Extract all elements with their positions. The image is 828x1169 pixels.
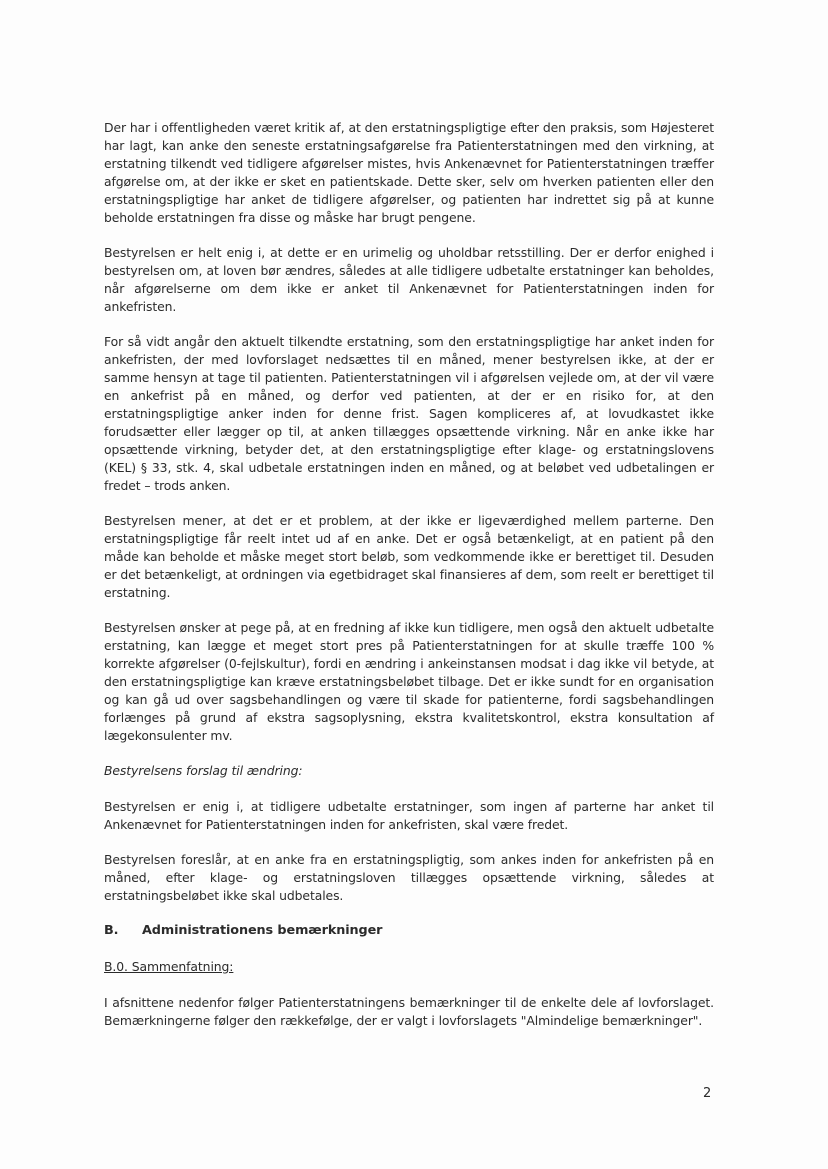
proposal-heading: Bestyrelsens forslag til ændring: (104, 763, 303, 778)
page-number: 2 (703, 1086, 712, 1101)
document-body (104, 119, 714, 1047)
paragraph-proposal-suggest: Bestyrelsen foreslår, at en anke fra en erstatningspligtig, som ankes inden for ankefristen på en måned, efter klage- og erstatningsloven tillægges opsættende virkning, således at erstatningsbeløbet ikke skal udbetales. (104, 852, 714, 903)
section-title: Administrationens bemærkninger (142, 923, 383, 938)
paragraph-equality-problem: Bestyrelsen mener, at det er et problem, at der ikke er ligeværdighed mellem parterne. Den erstatningspligtige får reelt intet ud af en anke. Det er også betænkeligt, at en patient på den måde kan beholde et måske meget stort beløb, som vedkommende ikke er berettiget til. Desuden er det betænkeligt, at ordningen via egetbidraget skal finansieres af dem, som reelt er berettiget til erstatning. (104, 513, 714, 600)
paragraph-summary: I afsnittene nedenfor følger Patienterstatningens bemærkninger til de enkelte dele af lovforslaget. Bemærkningerne følger den rækkefølge, der er valgt i lovforslagets "Almindelige bemærkninger". (104, 995, 714, 1028)
paragraph-criticism: Der har i offentligheden været kritik af, at den erstatningspligtige efter den praksis, som Højesteret har lagt, kan anke den seneste erstatningsafgørelse fra Patienterstatningen med den virkning, at erstatning tilkendt ved tidligere afgørelser mistes, hvis Ankenævnet for Patienterstatningen træffer afgørelse om, at der ikke er sket en patientskade. Dette sker, selv om hverken patienten eller den erstatningspligtige har anket de tidligere afgørelser, og patienten har indrettet sig på at kunne beholde erstatningen fra disse og måske har brugt pengene. (104, 120, 714, 225)
summary-subheading: B.0. Sammenfatning: (104, 959, 234, 974)
paragraph-proposal-agree: Bestyrelsen er enig i, at tidligere udbetalte erstatninger, som ingen af parterne har anket til Ankenævnet for Patienterstatningen inden for ankefristen, skal være fredet. (104, 799, 714, 832)
paragraph-appeal-deadline: For så vidt angår den aktuelt tilkendte erstatning, som den erstatningspligtige har anket inden for ankefristen, der med lovforslaget nedsættes til en måned, mener bestyrelsen ikke, at der er samme hensyn at tage til patienten. Patienterstatningen vil i afgørelsen vejlede om, at der vil være en ankefrist på en måned, og derfor ved patienten, at der er en risiko for, at den erstatningspligtige anker inden for denne frist. Sagen kompliceres af, at lovudkastet ikke forudsætter eller lægger op til, at anken tillægges opsættende virkning. Når en anke ikke har opsættende virkning, betyder det, at den erstatningspligtige efter klage- og erstatningslovens (KEL) § 33, stk. 4, skal udbetale erstatningen inden en måned, og at beløbet ved udbetalingen er fredet – trods anken. (104, 334, 714, 493)
paragraph-pressure: Bestyrelsen ønsker at pege på, at en fredning af ikke kun tidligere, men også den aktuelt udbetalte erstatning, kan lægge et meget stort pres på Patienterstatningen for at skulle træffe 100 % korrekte afgørelser (0-fejlskultur), fordi en ændring i ankeinstansen modsat i dag ikke vil betyde, at den erstatningspligtige kan kræve erstatningsbeløbet tilbage. Det er ikke sundt for en organisation og kan gå ud over sagsbehandlingen og være til skade for patienterne, fordi sagsbehandlingen forlænges på grund af ekstra sagsoplysning, ekstra kvalitetskontrol, ekstra konsultation af lægekonsulenter mv. (104, 620, 714, 743)
paragraph-board-agreement: Bestyrelsen er helt enig i, at dette er en urimelig og uholdbar retsstilling. Der er derfor enighed i bestyrelsen om, at loven bør ændres, således at alle tidligere udbetalte erstatninger kan beholdes, når afgørelserne om dem ikke er anket til Ankenævnet for Patienterstatningen inden for ankefristen. (104, 245, 714, 314)
section-number: B. (104, 923, 119, 938)
section-heading-b (104, 922, 714, 940)
